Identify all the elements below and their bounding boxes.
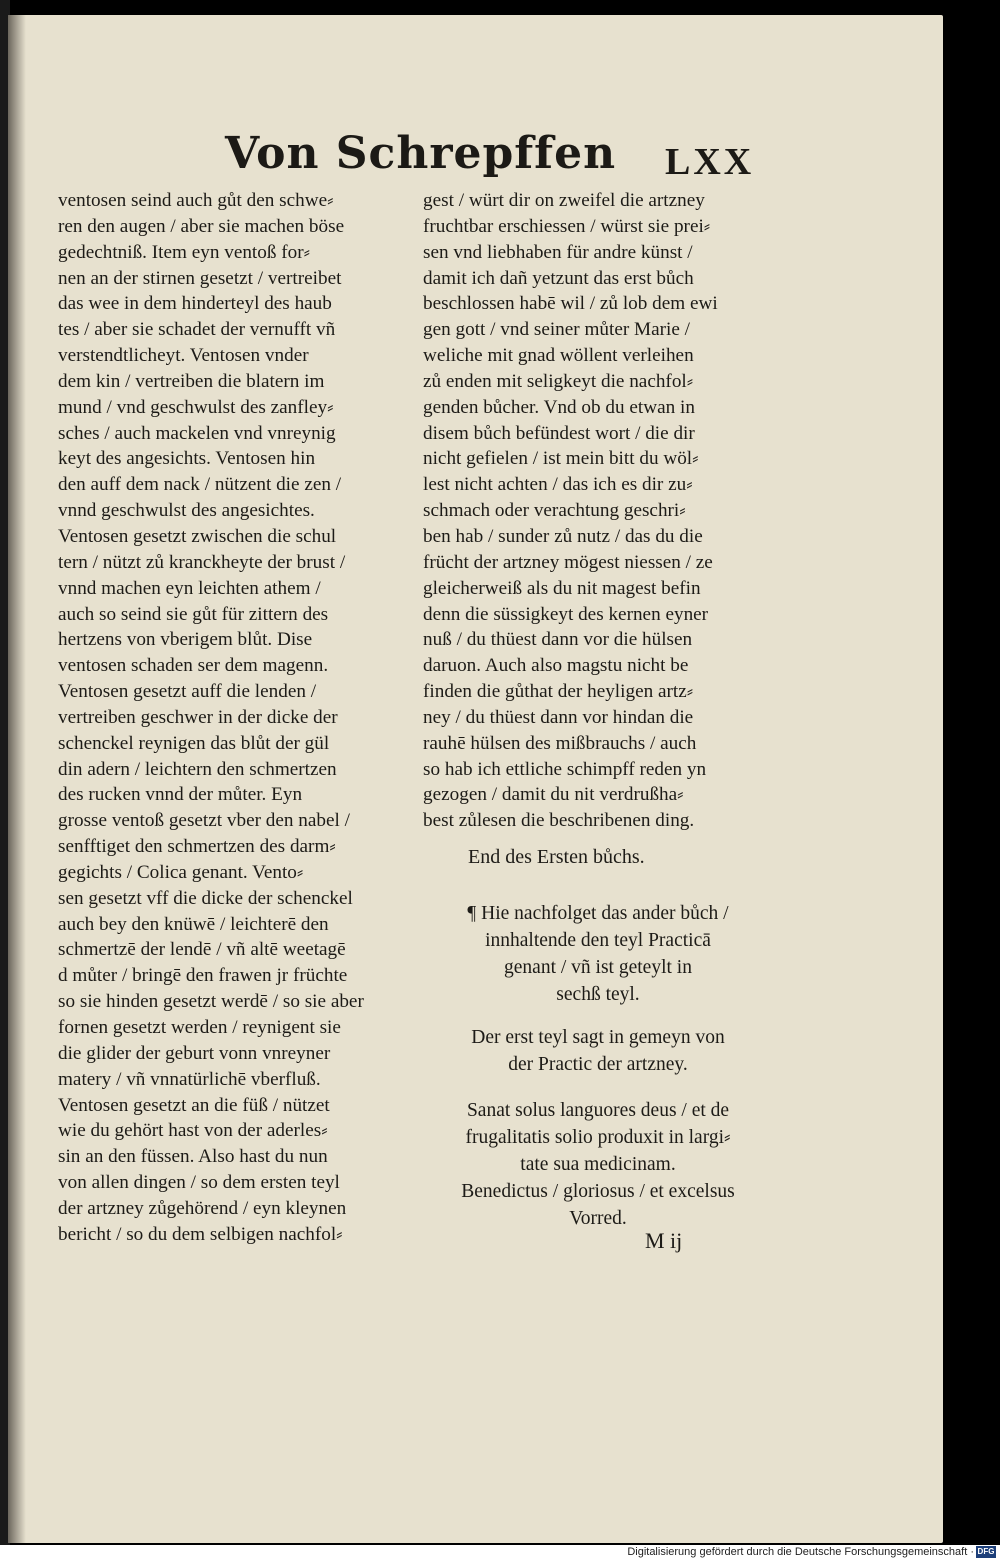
text-line: mund / vnd geschwulst des zanfley⸗ <box>58 396 334 418</box>
text-line: keyt des angesichts. Ventosen hin <box>58 448 316 470</box>
text-line: schmach oder verachtung geschri⸗ <box>423 500 686 522</box>
text-line: best zůlesen die beschribenen ding. <box>423 810 695 832</box>
latin-line: Sanat solus languores deus / et de <box>466 1100 730 1121</box>
intro-line: sechß teyl. <box>556 984 640 1005</box>
latin-line: Vorred. <box>569 1208 627 1229</box>
text-line: gest / würt dir on zweifel die artzney <box>423 190 705 211</box>
latin-motto <box>423 1097 773 1232</box>
text-line: tes / aber sie schadet der vernufft vñ <box>58 319 336 341</box>
text-line: tern / nützt zů kranckheyte der brust / <box>58 551 346 573</box>
text-line: so sie hinden gesetzt werdē / so sie aber <box>58 991 364 1013</box>
signature-mark: M ij <box>645 1228 683 1253</box>
text-line: der artzney zůgehörend / eyn kleynen <box>58 1197 347 1219</box>
running-title: Von Schrepffen <box>225 128 617 179</box>
end-of-book-heading: End des Ersten bůchs. <box>468 846 645 868</box>
text-line: gleicherweiß als du nit magest befin <box>423 577 701 599</box>
dfg-logo: DFG <box>977 1547 995 1556</box>
text-line: gezogen / damit du nit verdrußha⸗ <box>423 784 684 806</box>
text-line: den auff dem nack / nützent die zen / <box>58 474 342 496</box>
latin-line: frugalitatis solio produxit in largi⸗ <box>465 1127 731 1148</box>
text-line: din adern / leichtern den schmertzen <box>58 758 337 780</box>
text-line: die glider der geburt vonn vnreyner <box>58 1042 331 1064</box>
text-line: verstendtlicheyt. Ventosen vnder <box>58 345 309 367</box>
text-line: ventosen seind auch gůt den schwe⸗ <box>58 190 334 211</box>
folio-number: LXX <box>665 141 755 183</box>
text-line: d můter / bringē den frawen jr früchte <box>58 965 348 987</box>
intro-line: ¶ Hie nachfolget das ander bůch / <box>467 903 729 924</box>
text-line: frücht der artzney mögest niessen / ze <box>423 551 713 573</box>
text-line: fornen gesetzt werden / reynigent sie <box>58 1017 341 1038</box>
latin-line: tate sua medicinam. <box>520 1154 676 1175</box>
text-line: von allen dingen / so dem ersten teyl <box>58 1172 340 1194</box>
text-line: schmertzē der lendē / vñ altē weetagē <box>58 939 346 961</box>
text-line: vertreiben geschwer in der dicke der <box>58 706 338 728</box>
text-line: ben hab / sunder zů nutz / das du die <box>423 525 703 547</box>
text-line: matery / vñ vnnatürlichē vberfluß. <box>58 1068 321 1090</box>
text-line: fruchtbar erschiessen / würst sie prei⸗ <box>423 215 711 237</box>
text-line: gedechtniß. Item eyn ventoß for⸗ <box>58 241 311 263</box>
text-line: des rucken vnnd der můter. Eyn <box>58 784 303 806</box>
page-gutter-shadow <box>8 15 26 1543</box>
section-heading <box>423 1024 773 1078</box>
text-line: ren den augen / aber sie machen böse <box>58 215 345 237</box>
text-line: finden die gůthat der heyligen artz⸗ <box>423 681 694 703</box>
text-line: nuß / du thüest dann vor die hülsen <box>423 629 693 651</box>
section-line: der Practic der artzney. <box>508 1054 688 1075</box>
text-line: ney / du thüest dann vor hindan die <box>423 706 694 728</box>
text-line: senfftiget den schmertzen des darm⸗ <box>58 836 336 858</box>
text-line: vnnd geschwulst des angesichtes. <box>58 500 315 522</box>
text-line: grosse ventoß gesetzt vber den nabel / <box>58 810 350 832</box>
second-book-intro <box>423 900 773 1008</box>
intro-line: innhaltende den teyl Practicā <box>485 930 711 951</box>
text-line: hertzens von vberigem blůt. Dise <box>58 629 313 651</box>
text-line: bericht / so du dem selbigen nachfol⸗ <box>58 1223 343 1245</box>
text-line: auch bey den knüwē / leichterē den <box>58 913 329 935</box>
text-line: sen gesetzt vff die dicke der schenckel <box>58 887 353 909</box>
text-line: damit ich dañ yetzunt das erst bůch <box>423 267 694 289</box>
digitization-credit: Digitalisierung gefördert durch die Deutsche Forschungsgemeinschaft · <box>627 1546 974 1558</box>
text-line: daruon. Auch also magstu nicht be <box>423 655 689 677</box>
latin-line: Benedictus / gloriosus / et excelsus <box>461 1181 735 1202</box>
text-line: genden bůcher. Vnd ob du etwan in <box>423 396 695 418</box>
text-line: disem bůch befündest wort / die dir <box>423 422 695 444</box>
text-line: nen an der stirnen gesetzt / vertreibet <box>58 267 342 289</box>
text-line: sin an den füssen. Also hast du nun <box>58 1146 328 1168</box>
text-line: Ventosen gesetzt zwischen die schul <box>58 525 337 547</box>
text-line: rauhē hülsen des mißbrauchs / auch <box>423 732 697 754</box>
text-line: weliche mit gnad wöllent verleihen <box>423 345 694 367</box>
intro-line: genant / vñ ist geteylt in <box>504 957 692 978</box>
right-text-column <box>423 188 773 834</box>
text-line: schenckel reynigen das blůt der gül <box>58 732 330 754</box>
text-line: Ventosen gesetzt auff die lenden / <box>58 681 317 703</box>
text-line: so hab ich ettliche schimpff reden yn <box>423 758 707 780</box>
section-line: Der erst teyl sagt in gemeyn von <box>471 1027 725 1048</box>
text-line: lest nicht achten / das ich es dir zu⸗ <box>423 474 693 496</box>
text-line: sches / auch mackelen vnd vnreynig <box>58 422 336 444</box>
text-line: sen vnd liebhaben für andre künst / <box>423 241 693 263</box>
text-line: das wee in dem hinderteyl des haub <box>58 293 332 315</box>
text-line: auch so seind sie gůt für zittern des <box>58 603 329 625</box>
text-line: gen gott / vnd seiner můter Marie / <box>423 319 690 341</box>
text-line: vnnd machen eyn leichten athem / <box>58 577 321 599</box>
text-line: dem kin / vertreiben die blatern im <box>58 370 325 392</box>
text-line: Ventosen gesetzt an die füß / nützet <box>58 1094 330 1116</box>
text-line: beschlossen habē wil / zů lob dem ewi <box>423 293 718 315</box>
text-line: denn die süssigkeyt des kernen eyner <box>423 603 709 625</box>
left-text-column <box>58 188 410 1248</box>
text-line: nicht gefielen / ist mein bitt du wöl⸗ <box>423 448 699 470</box>
text-line: wie du gehört hast von der aderles⸗ <box>58 1120 328 1142</box>
text-line: gegichts / Colica genant. Vento⸗ <box>58 861 304 883</box>
text-line: ventosen schaden ser dem magenn. <box>58 655 329 677</box>
text-line: zů enden mit seligkeyt die nachfol⸗ <box>423 370 694 392</box>
